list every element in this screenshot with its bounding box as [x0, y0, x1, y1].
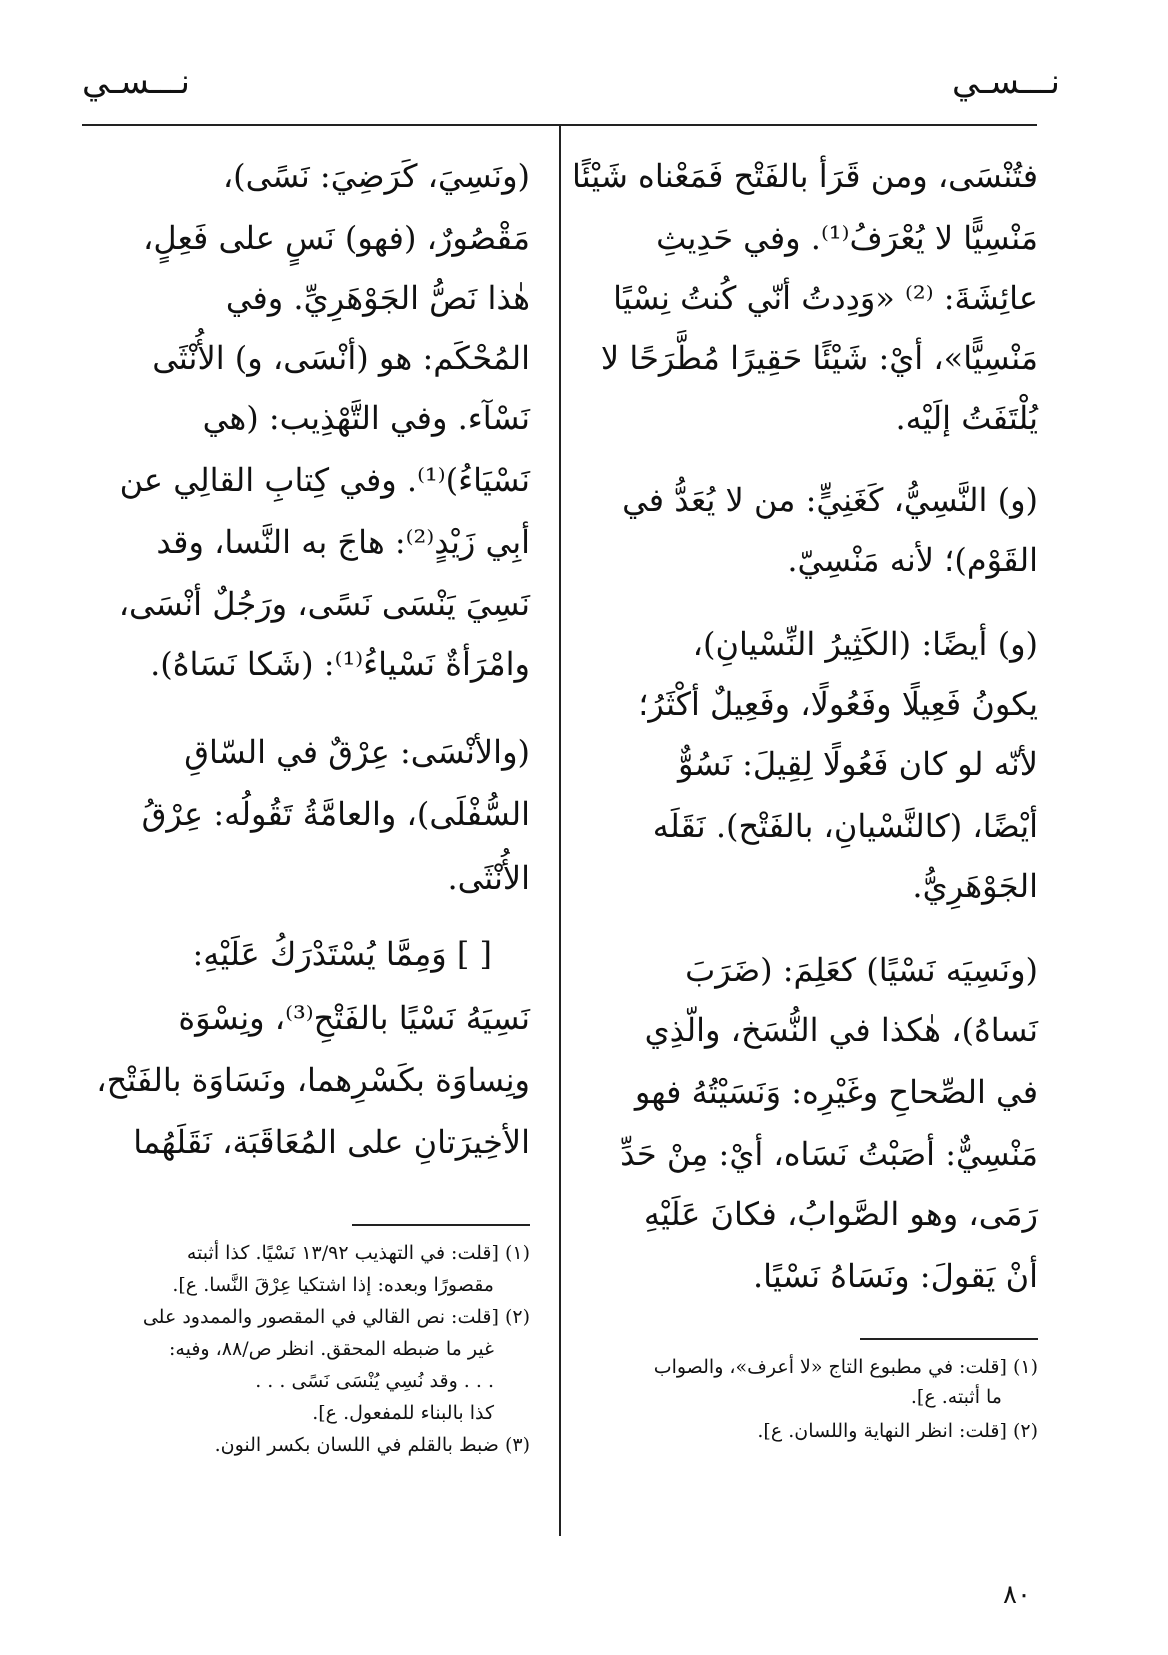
text-line: [ ] وَمِمَّا يُسْتَدْرَكُ عَلَيْهِ:	[192, 935, 492, 973]
text-line: (و) النَّسِيُّ، كَغَنِيٍّ: من لا يُعَدُّ في	[622, 481, 1038, 519]
text-line: وامْرَأةٌ نَسْياءُ⁽¹⁾: (شَكا نَسَاهُ).	[150, 645, 530, 683]
text-line: أيْضًا، (كالنَّسْيانِ، بالفَتْح). نَقَلَه	[652, 807, 1038, 845]
text-line: (و) أيضًا: (الكَثِيرُ النِّسْيانِ)،	[692, 625, 1038, 663]
text-line: رَمَى، وهو الصَّوابُ، فكانَ عَلَيْهِ	[643, 1195, 1038, 1233]
footnote-line: كذا بالبناء للمفعول. ع].	[312, 1402, 494, 1424]
page-number: ٨٠	[1003, 1580, 1031, 1610]
footnote-line: (١) [قلت: في التهذيب ١٣/٩٢ نَسْيًا. كذا أثبته	[186, 1242, 530, 1264]
text-line: نَساهُ)، هٰكذا في النُّسَخ، والّذِي	[644, 1011, 1038, 1049]
text-line: نَسِيَهُ نَسْيًا بالفَتْحِ⁽³⁾، ونِسْوَة	[178, 999, 530, 1037]
text-line: المُحْكَم: هو (أنْسَى، و) الأُنْثَى	[152, 339, 530, 377]
text-line: مَنْسِيٌّ: أصَبْتُ نَسَاه، أيْ: مِنْ حَدِّ	[620, 1135, 1038, 1173]
text-line: القَوْم)؛ لأنه مَنْسِيّ.	[787, 541, 1038, 579]
text-line: مَنْسِيًّا»، أيْ: شَيْئًا حَقِيرًا مُطَّرَحًا لا	[600, 339, 1038, 377]
text-line: الجَوْهَرِيُّ.	[912, 867, 1038, 905]
text-line: (ونَسِيَ، كَرَضِيَ: نَسًى)،	[222, 157, 530, 195]
footnote-rule	[352, 1224, 530, 1226]
text-line: نَسِيَ يَنْسَى نَسًى، ورَجُلٌ أنْسَى،	[118, 585, 530, 623]
footnote-rule	[860, 1338, 1038, 1340]
footnote-line: (٢) [قلت: نص القالي في المقصور والممدود على	[142, 1306, 530, 1328]
text-line: نَسْيَاءُ)⁽¹⁾. وفي كِتابِ القالِي عن	[119, 461, 530, 499]
footnote-line: . . . وقد نُسِي يُنْسَى نَسًى . . .	[255, 1370, 494, 1392]
text-line: مَنْسِيًّا لا يُعْرَفُ⁽¹⁾. وفي حَدِيثِ	[656, 219, 1038, 257]
text-line: هٰذا نَصُّ الجَوْهَرِيِّ. وفي	[225, 279, 530, 317]
text-line: فتُنْسَى، ومن قَرَأ بالفَتْح فَمَعْناه شَيْئًا	[572, 157, 1038, 195]
text-line: (والأنْسَى: عِرْقٌ في السّاقِ	[184, 733, 530, 771]
text-line: السُّفْلَى)، والعامَّةُ تَقُولُه: عِرْقُ	[141, 795, 530, 833]
text-line: مَقْصُورٌ، (فهو) نَسٍ على فَعِلٍ،	[143, 219, 530, 257]
text-line: الأُنْثَى.	[447, 859, 530, 897]
text-line: الأخِيرَتانِ على المُعَاقَبَة، نَقَلَهُما	[133, 1123, 530, 1161]
text-line: يكونُ فَعِيلًا وفَعُولًا، وفَعِيلٌ أكْثَرُ؛	[638, 685, 1038, 723]
text-line: أبِي زَيْدٍ⁽²⁾: هاجَ به النَّسا، وقد	[156, 523, 530, 561]
running-head-right: نـــسـي	[952, 62, 1060, 102]
column-divider	[559, 126, 561, 1536]
text-line: لأنّه لو كان فَعُولًا لِقِيلَ: نَسُوٌّ	[677, 745, 1038, 783]
text-line: (ونَسِيَه نَسْيًا) كعَلِمَ: (ضَرَبَ	[685, 951, 1038, 989]
running-head-left: نـــسـي	[82, 62, 190, 102]
text-line: أنْ يَقولَ: ونَسَاهُ نَسْيًا.	[752, 1257, 1038, 1295]
footnote-line: غير ما ضبطه المحقق. انظر ص/٨٨، وفيه:	[169, 1338, 494, 1360]
footnote-line: (٢) [قلت: انظر النهاية واللسان. ع].	[757, 1420, 1038, 1442]
text-line: نَسْآء. وفي التَّهْذِيب: (هي	[202, 399, 530, 437]
text-line: ونِساوَة بكَسْرِهما، ونَسَاوَة بالفَتْح،	[96, 1061, 530, 1099]
text-line: في الصِّحاحِ وغَيْرِه: وَنَسَيْتُهُ فهو	[634, 1073, 1038, 1111]
footnote-line: ما أثبته. ع].	[910, 1386, 1002, 1408]
footnote-line: (٣) ضبط بالقلم في اللسان بكسر النون.	[214, 1434, 530, 1456]
footnote-line: (١) [قلت: في مطبوع التاج «لا أعرف»، والصواب	[653, 1356, 1038, 1378]
text-line: عائِشَةَ: ⁽²⁾ «وَدِدتُ أنّي كُنتُ نِسْيًا	[613, 279, 1038, 317]
footnote-line: مقصورًا وبعده: إذا اشتكيا عِرْقَ النَّسا. ع].	[172, 1274, 494, 1296]
text-line: يُلْتَفَتُ إلَيْه.	[895, 399, 1038, 437]
